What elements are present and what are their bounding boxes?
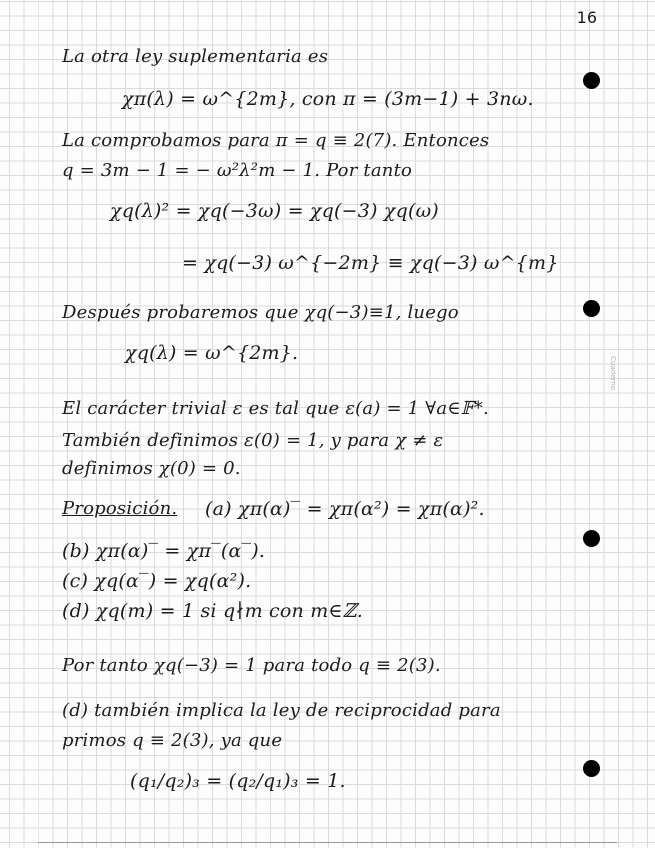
- margin-line: [38, 0, 39, 848]
- text-line: definimos χ(0) = 0.: [62, 458, 241, 479]
- formula-line: (c) χq(α‾) = χq(α²).: [62, 570, 252, 592]
- side-mark: Cuaderno: [609, 356, 617, 390]
- formula-line: (d) χq(m) = 1 si q∤m con m∈ℤ.: [62, 600, 363, 622]
- formula-line: (b) χπ(α)‾ = χπ‾(α‾).: [62, 540, 266, 562]
- text-line: (d) también implica la ley de reciprocidad para: [62, 700, 501, 721]
- formula-line: (q₁/q₂)₃ = (q₂/q₁)₃ = 1.: [130, 770, 346, 792]
- binder-hole: [583, 760, 600, 777]
- page-number: 16: [576, 8, 597, 27]
- formula-line: χq(λ)² = χq(−3ω) = χq(−3) χq(ω): [110, 200, 439, 222]
- binder-hole: [583, 530, 600, 547]
- text-line: Por tanto χq(−3) = 1 para todo q ≡ 2(3).: [62, 655, 441, 676]
- text-line: La otra ley suplementaria es: [62, 46, 329, 67]
- binder-hole: [583, 72, 600, 89]
- text-line: q = 3m − 1 = − ω²λ²m − 1. Por tanto: [62, 160, 413, 181]
- text-line: primos q ≡ 2(3), ya que: [62, 730, 283, 751]
- formula-line: χπ(λ) = ω^{2m}, con π = (3m−1) + 3nω.: [122, 88, 534, 110]
- text-line: La comprobamos para π = q ≡ 2(7). Entonces: [62, 130, 490, 151]
- text-line: Después probaremos que χq(−3)≡1, luego: [62, 302, 459, 323]
- proposition-heading: Proposición.: [62, 498, 178, 519]
- text-line: El carácter trivial ε es tal que ε(a) = 1 ∀a∈𝔽*.: [62, 398, 489, 419]
- text-line: También definimos ε(0) = 1, y para χ ≠ ε: [62, 430, 444, 451]
- formula-line: = χq(−3) ω^{−2m} ≡ χq(−3) ω^{m}: [182, 252, 559, 274]
- formula-line: χq(λ) = ω^{2m}.: [125, 342, 299, 364]
- bottom-rule: [38, 842, 617, 843]
- formula-line: (a) χπ(α)‾ = χπ(α²) = χπ(α)².: [205, 498, 485, 520]
- binder-hole: [583, 300, 600, 317]
